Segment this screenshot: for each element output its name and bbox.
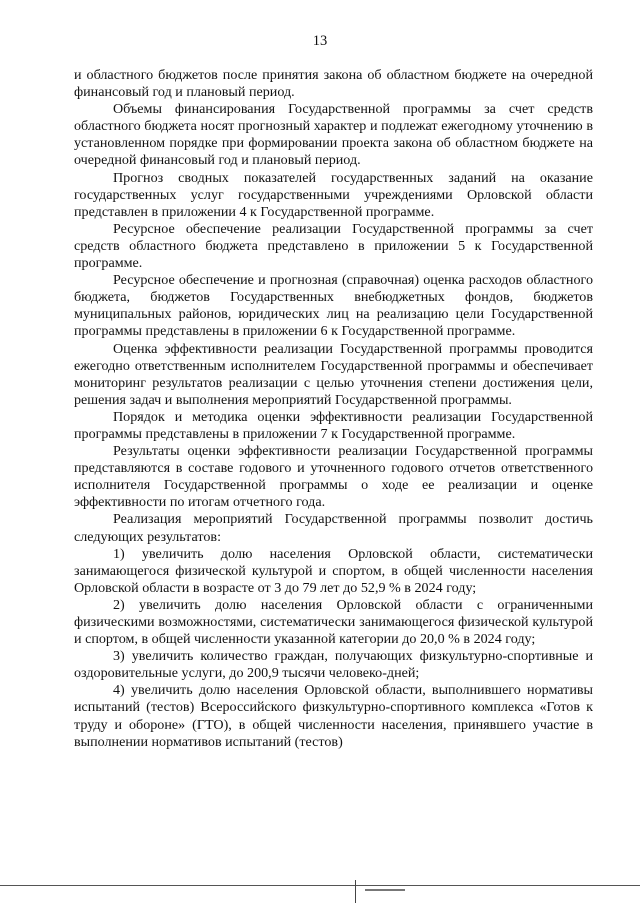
scan-bottom-edge [0, 885, 640, 886]
paragraph-1: и областного бюджетов после принятия закона об областном бюджете на очередной финансовый год и плановый период. [74, 67, 593, 101]
paragraph-3: Прогноз сводных показателей государственных заданий на оказание государственных услуг государственными учреждениями Орловской области представлен в приложении 4 к Государственной программе. [74, 169, 593, 220]
paragraph-6: Оценка эффективности реализации Государственной программы проводится ежегодно ответственным исполнителем Государственной программы и обеспечивает мониторинг результатов реализации с целью уточнения степени достижения цели, решения задач и выполнения мероприятий Государственной программы. [74, 340, 593, 408]
result-item-1: 1) увеличить долю населения Орловской области, систематически занимающегося физической культурой и спортом, в общей численности населения Орловской области в возрасте от 3 до 79 лет до 52,9 % в 2024 году; [74, 545, 593, 596]
paragraph-2: Объемы финансирования Государственной программы за счет средств областного бюджета носят прогнозный характер и подлежат ежегодному уточнению в установленном порядке при формировании проекта закона об областном бюджете на очередной финансовый год и плановый период. [74, 101, 593, 169]
paragraph-7: Порядок и методика оценки эффективности реализации Государственной программы представлены в приложении 7 к Государственной программе. [74, 408, 593, 442]
paragraph-5: Ресурсное обеспечение и прогнозная (справочная) оценка расходов областного бюджета, бюджетов Государственных внебюджетных фондов, бюджетов муниципальных районов, юридических лиц на реализацию цели Государственной программы представлены в приложении 6 к Государственной программе. [74, 272, 593, 340]
result-item-2: 2) увеличить долю населения Орловской области с ограниченными физическими возможностями, систематически занимающегося физической культурой и спортом, в общей численности указанной категории до 20,0 % в 2024 году; [74, 596, 593, 648]
result-item-3: 3) увеличить количество граждан, получающих физкультурно-спортивные и оздоровительные услуги, до 200,9 тысячи человеко-дней; [74, 648, 593, 682]
page-number: 13 [312, 33, 328, 49]
result-item-4: 4) увеличить долю населения Орловской области, выполнившего нормативы испытаний (тестов) Всероссийского физкультурно-спортивного комплекса «Готов к труду и обороне» (ГТО), в общей численности населения, принявшего участие в выполнении нормативов испытаний (тестов) [74, 682, 593, 750]
paragraph-9: Реализация мероприятий Государственной программы позволит достичь следующих результатов: [74, 511, 593, 545]
scan-edge-mark [355, 880, 356, 903]
document-body [74, 67, 593, 751]
paragraph-4: Ресурсное обеспечение реализации Государственной программы за счет средств областного бюджета представлено в приложении 5 к Государственной программе. [74, 220, 593, 272]
scan-edge-mark [365, 889, 405, 891]
paragraph-8: Результаты оценки эффективности реализации Государственной программы представляются в составе годового и уточненного годового отчетов ответственного исполнителя Государственной программы о ходе ее реализации и оценке эффективности по итогам отчетного года. [74, 443, 593, 511]
